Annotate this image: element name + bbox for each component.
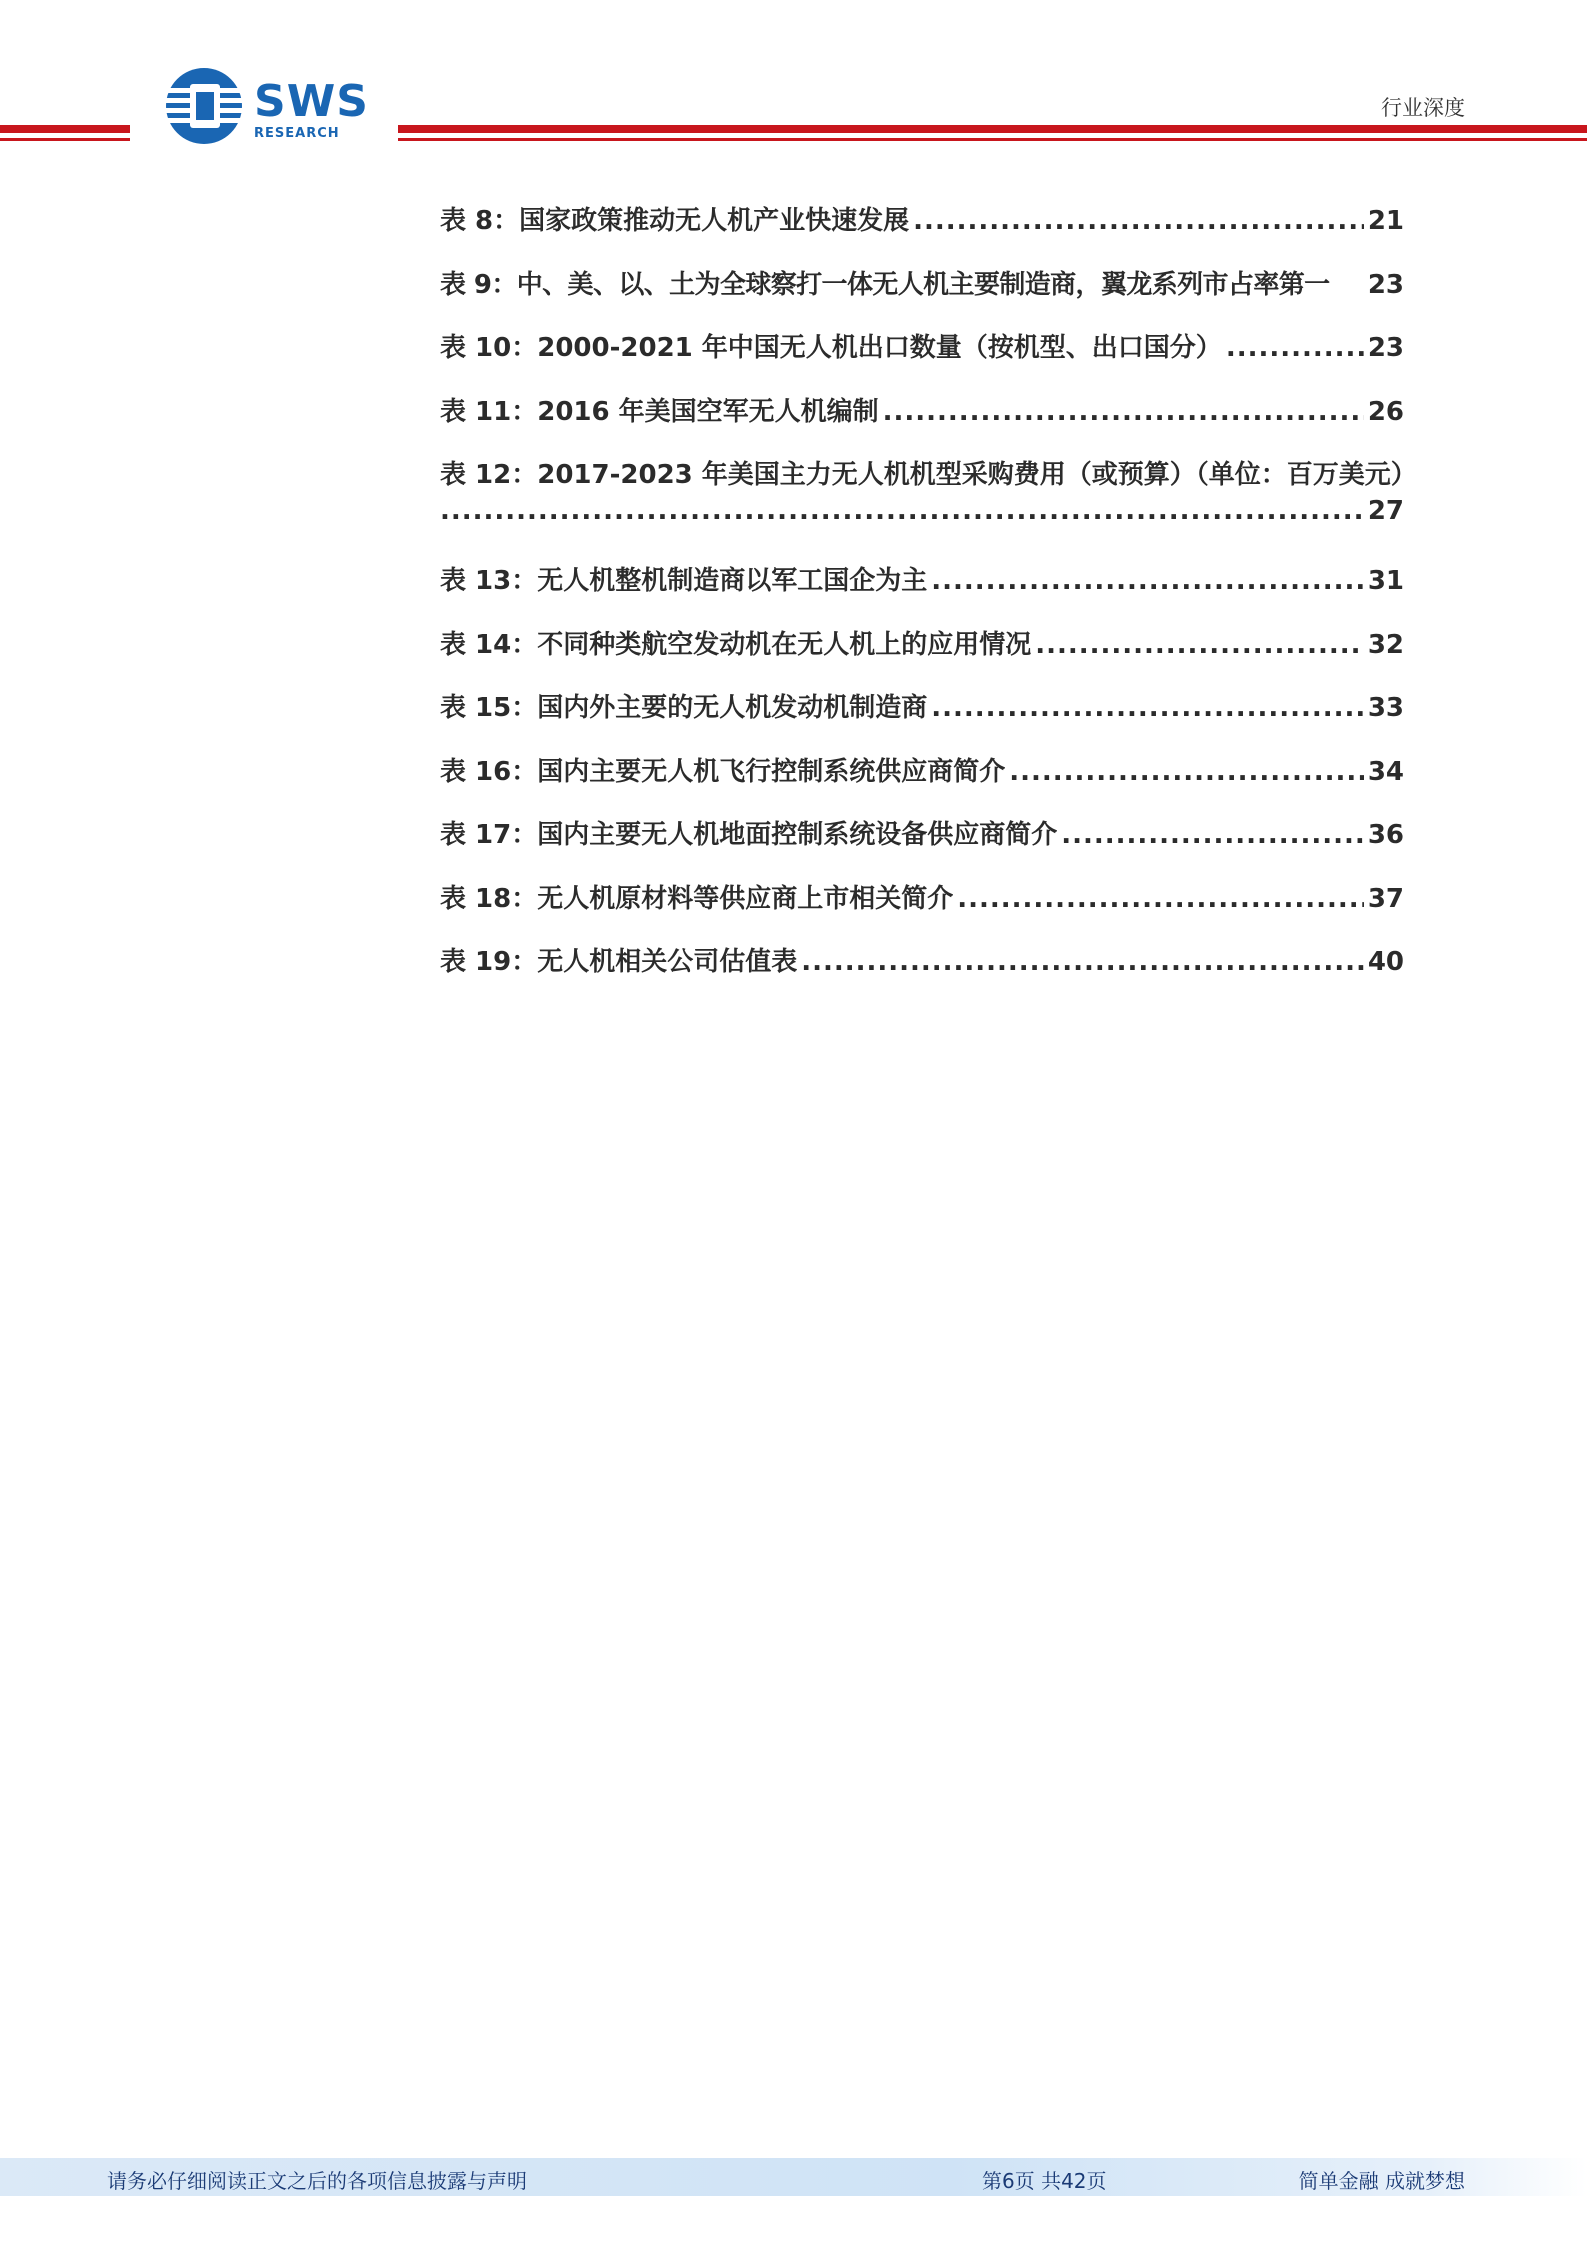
page-footer <box>0 2158 1587 2196</box>
toc-item-title: 表 19：无人机相关公司估值表 <box>440 947 798 977</box>
toc-item-page: 26 <box>1367 396 1404 427</box>
page-header <box>0 0 1587 160</box>
toc-item-title: 表 14：不同种类航空发动机在无人机上的应用情况 <box>440 629 1032 660</box>
footer-disclaimer: 请务必仔细阅读正文之后的各项信息披露与声明 <box>107 2169 527 2193</box>
toc-item-page: 27 <box>1367 496 1404 526</box>
toc-dot-leader <box>1009 757 1364 787</box>
toc-item-page: 37 <box>1367 883 1404 914</box>
toc-item-page: 40 <box>1367 947 1404 977</box>
toc-dot-leader <box>1035 630 1364 660</box>
header-rule-right-thin <box>398 138 1587 141</box>
toc-item[interactable] <box>440 878 1404 942</box>
toc-item-page: 31 <box>1367 566 1404 596</box>
toc-item[interactable] <box>440 624 1404 688</box>
toc-item[interactable] <box>440 264 1404 328</box>
toc-item-title: 表 9：中、美、以、土为全球察打一体无人机主要制造商，翼龙系列市占率第一 <box>440 269 1330 300</box>
toc-item-page: 33 <box>1367 693 1404 723</box>
toc-item-page: 21 <box>1367 206 1404 236</box>
logo-subtext: RESEARCH <box>254 126 340 141</box>
toc-dot-leader <box>440 496 1364 526</box>
toc-item-title: 表 16：国内主要无人机飞行控制系统供应商简介 <box>440 756 1006 787</box>
header-rule-left-thin <box>0 138 130 141</box>
toc-dot-leader <box>883 397 1364 427</box>
toc-dot-leader <box>913 206 1364 236</box>
toc-item[interactable] <box>440 751 1404 815</box>
toc-item-title: 表 8：国家政策推动无人机产业快速发展 <box>440 206 910 236</box>
toc-item-page: 23 <box>1367 333 1404 363</box>
toc-item-title: 表 17：国内主要无人机地面控制系统设备供应商简介 <box>440 820 1058 850</box>
toc-item-page: 23 <box>1367 269 1404 300</box>
toc-item-title: 表 18：无人机原材料等供应商上市相关简介 <box>440 883 954 914</box>
toc-dot-leader <box>931 693 1364 723</box>
toc-dot-leader <box>931 566 1364 596</box>
toc-item[interactable] <box>440 560 1404 624</box>
toc-item-page: 34 <box>1367 756 1404 787</box>
toc-item-title: 表 12：2017-2023 年美国主力无人机机型采购费用（或预算）（单位：百万美元） <box>440 460 1417 490</box>
report-type-label: 行业深度 <box>1381 96 1465 120</box>
toc-item[interactable] <box>440 391 1404 455</box>
toc-item-title: 表 10：2000-2021 年中国无人机出口数量（按机型、出口国分） <box>440 333 1222 363</box>
toc-item-title: 表 15：国内外主要的无人机发动机制造商 <box>440 693 928 723</box>
header-rule-left <box>0 125 130 133</box>
toc-item-page: 32 <box>1367 629 1404 660</box>
toc-item[interactable] <box>440 814 1404 878</box>
toc-dot-leader <box>1226 333 1364 363</box>
toc-dot-leader <box>1061 820 1364 850</box>
toc-item[interactable] <box>440 941 1404 1005</box>
footer-slogan: 简单金融 成就梦想 <box>1298 2169 1465 2193</box>
toc-dot-leader <box>957 884 1364 914</box>
header-rule-right <box>398 125 1587 133</box>
toc-item-title: 表 11：2016 年美国空军无人机编制 <box>440 396 879 427</box>
toc-item[interactable] <box>440 327 1404 391</box>
sws-logo <box>162 66 392 146</box>
sws-logo-icon <box>164 66 244 146</box>
table-of-contents <box>440 200 1417 1005</box>
toc-item[interactable] <box>440 454 1417 560</box>
toc-item[interactable] <box>440 200 1404 264</box>
toc-item[interactable] <box>440 687 1404 751</box>
toc-dot-leader <box>801 947 1364 977</box>
toc-item-title: 表 13：无人机整机制造商以军工国企为主 <box>440 566 928 596</box>
footer-page-info: 第6页 共42页 <box>982 2169 1107 2193</box>
logo-text: SWS <box>254 76 369 127</box>
toc-item-page: 36 <box>1367 820 1404 850</box>
